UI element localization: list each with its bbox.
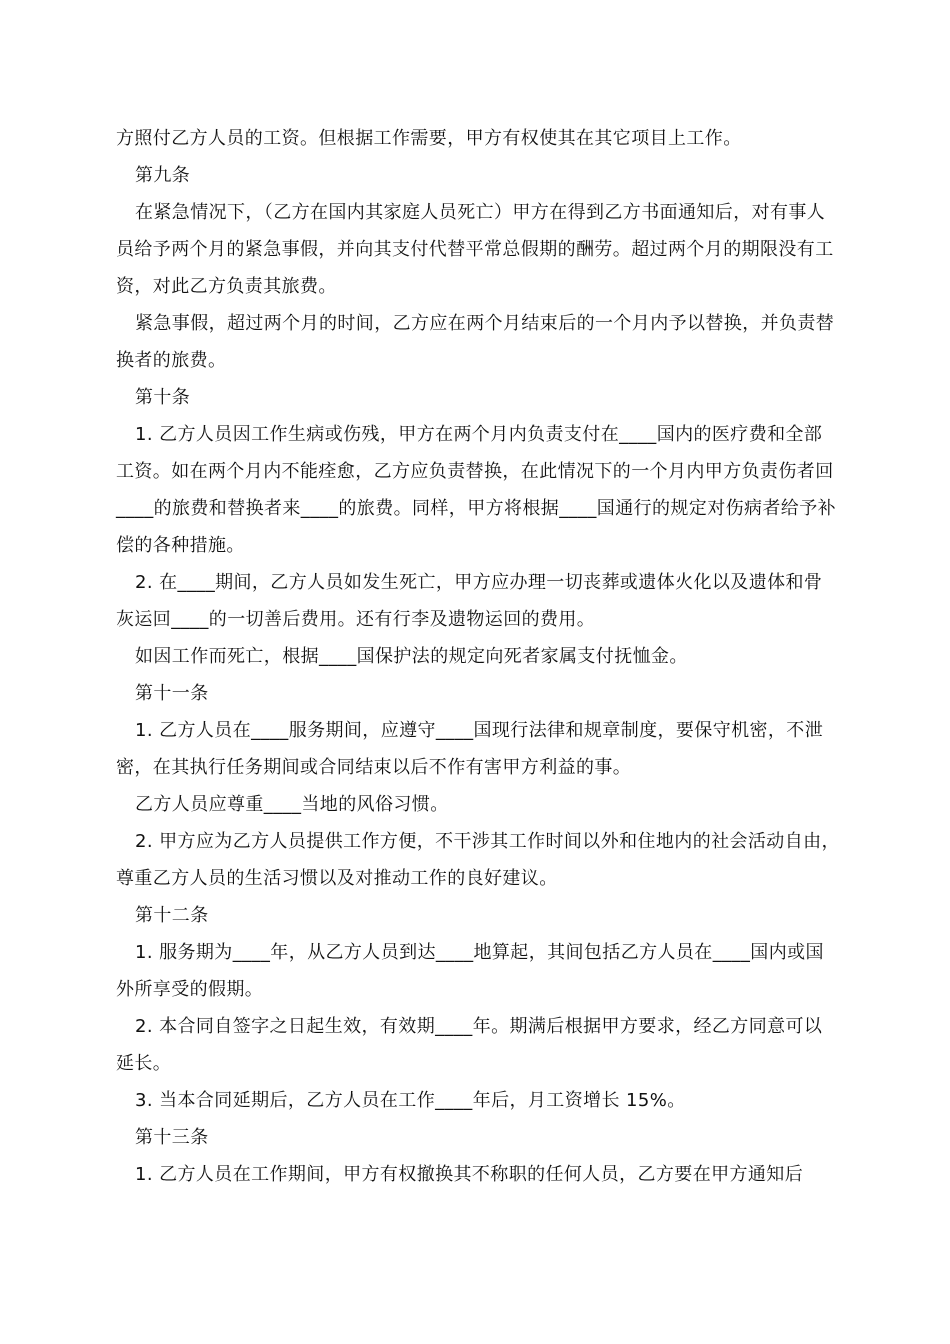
paragraph: 2. 本合同自签字之日起生效，有效期____年。期满后根据甲方要求，经乙方同意可以延长。 xyxy=(116,1016,823,1074)
paragraph: 2. 在____期间，乙方人员如发生死亡，甲方应办理一切丧葬或遗体火化以及遗体和骨灰运回____的一切善后费用。还有行李及遗物运回的费用。 xyxy=(116,572,823,630)
paragraph: 1. 乙方人员在____服务期间，应遵守____国现行法律和规章制度，要保守机密，不泄密，在其执行任务期间或合同结束以后不作有害甲方利益的事。 xyxy=(116,720,824,778)
paragraph: 3. 当本合同延期后，乙方人员在工作____年后，月工资增长 15%。 xyxy=(135,1090,686,1111)
article-11-heading: 第十一条 xyxy=(135,683,209,704)
paragraph-continuation: 方照付乙方人员的工资。但根据工作需要，甲方有权使其在其它项目上工作。 xyxy=(116,128,742,149)
paragraph: 1. 乙方人员因工作生病或伤残，甲方在两个月内负责支付在____国内的医疗费和全部工资。如在两个月内不能痊愈，乙方应负责替换，在此情况下的一个月内甲方负责伤者回____的旅费和替换者来____的旅费。同样，甲方将根据____国通行的规定对伤病者给予补偿的各种措施。 xyxy=(116,424,836,556)
paragraph: 1. 服务期为____年，从乙方人员到达____地算起，其间包括乙方人员在____国内或国外所享受的假期。 xyxy=(116,942,824,1000)
paragraph: 乙方人员应尊重____当地的风俗习惯。 xyxy=(135,794,449,815)
paragraph: 紧急事假，超过两个月的时间，乙方应在两个月结束后的一个月内予以替换，并负责替换者的旅费。 xyxy=(116,313,835,371)
article-12-heading: 第十二条 xyxy=(135,905,209,926)
paragraph: 2. 甲方应为乙方人员提供工作方便，不干涉其工作时间以外和住地内的社会活动自由，尊重乙方人员的生活习惯以及对推动工作的良好建议。 xyxy=(116,831,840,889)
paragraph: 在紧急情况下，（乙方在国内其家庭人员死亡）甲方在得到乙方书面通知后，对有事人员给予两个月的紧急事假，并向其支付代替平常总假期的酬劳。超过两个月的期限没有工资，对此乙方负责其旅费。 xyxy=(116,202,834,297)
paragraph: 如因工作而死亡，根据____国保护法的规定向死者家属支付抚恤金。 xyxy=(135,646,688,667)
paragraph: 1. 乙方人员在工作期间，甲方有权撤换其不称职的任何人员，乙方要在甲方通知后 xyxy=(135,1164,804,1185)
article-9-heading: 第九条 xyxy=(135,165,191,186)
article-13-heading: 第十三条 xyxy=(135,1127,209,1148)
document-page xyxy=(116,120,840,1193)
article-10-heading: 第十条 xyxy=(135,387,191,408)
